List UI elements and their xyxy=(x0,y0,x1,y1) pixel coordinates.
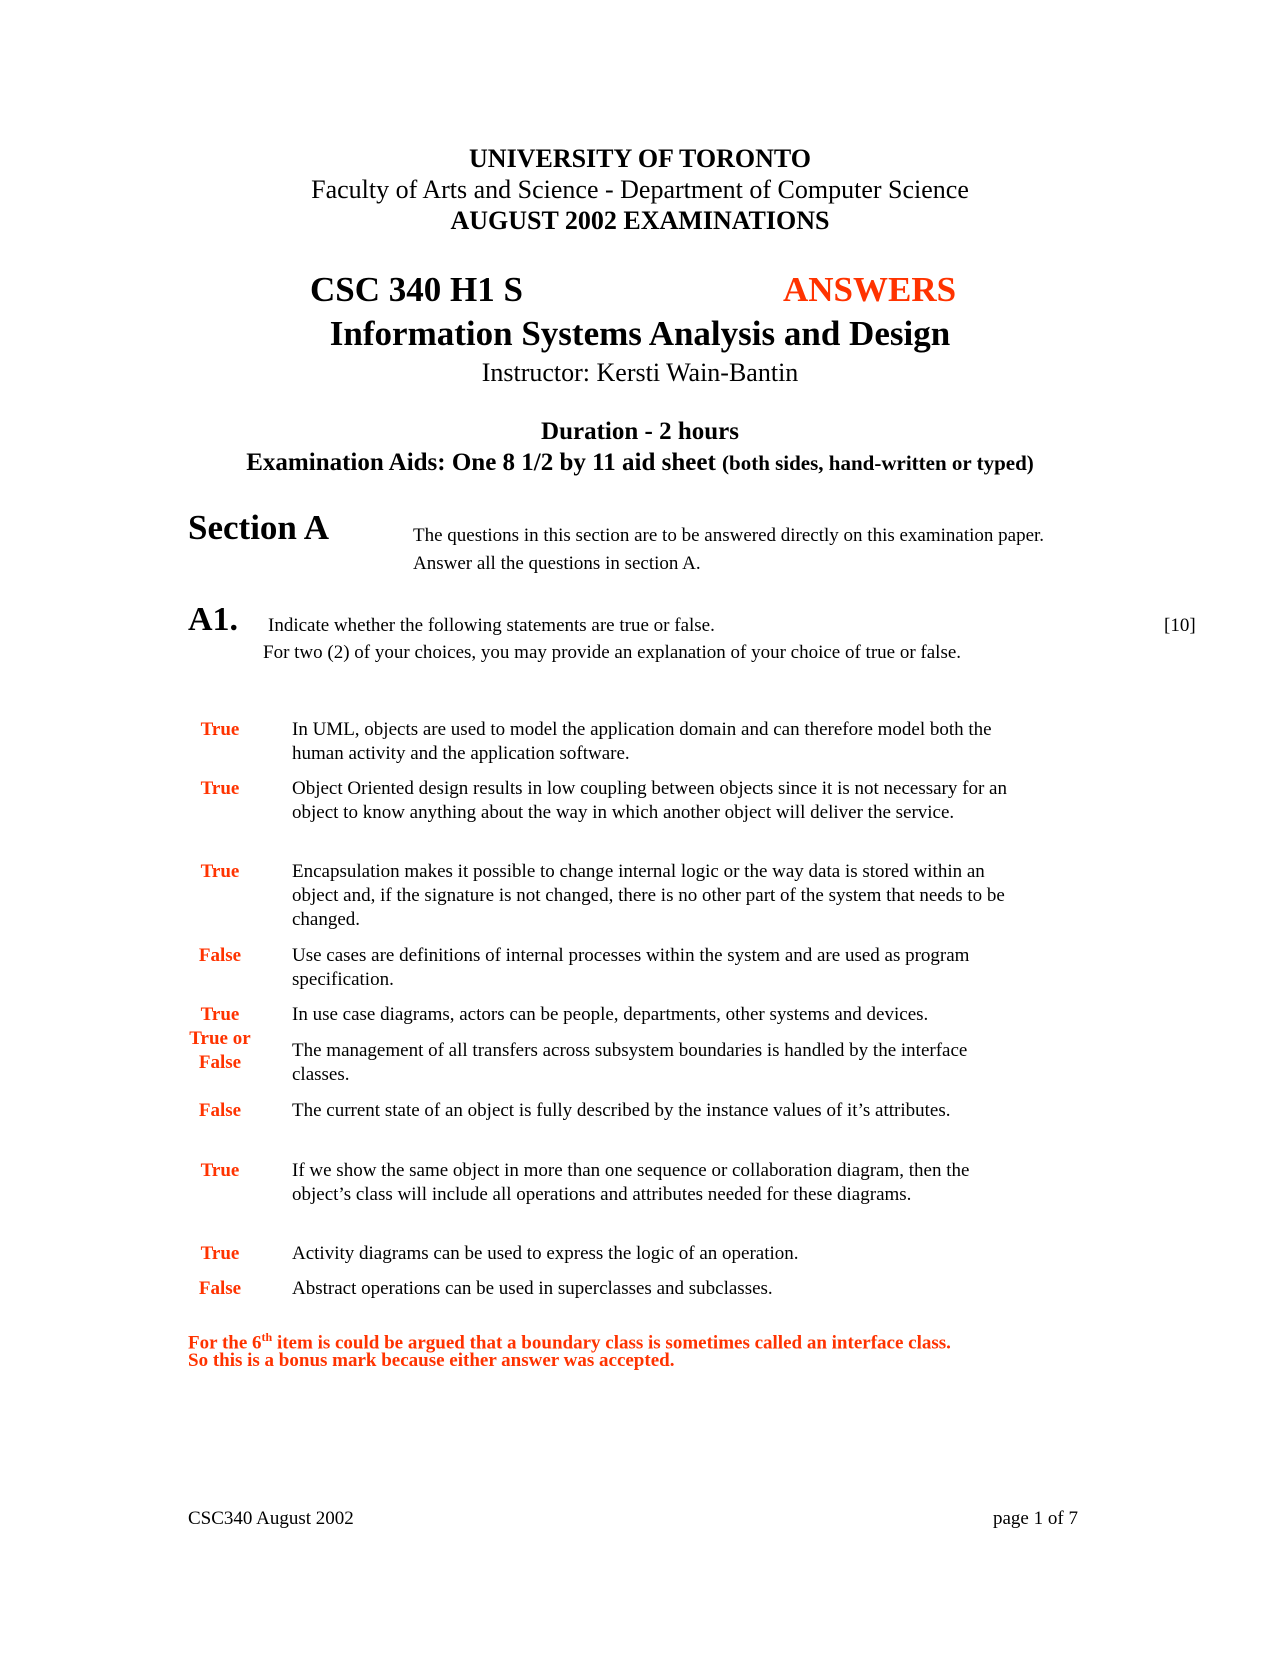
answer-value: False xyxy=(198,1278,242,1299)
statement-text: The management of all transfers across subsystem boundaries is handled by the interface classes. xyxy=(292,1040,968,1085)
footer-page-number: page 1 of 7 xyxy=(993,1508,1078,1529)
question-a1-label: A1. xyxy=(188,601,239,638)
course-title: Information Systems Analysis and Design xyxy=(329,314,951,353)
bonus-note-line2: So this is a bonus mark because either answer was accepted. xyxy=(188,1350,675,1371)
exam-session: AUGUST 2002 EXAMINATIONS xyxy=(450,206,830,235)
statement-text: The current state of an object is fully described by the instance values of it’s attributes. xyxy=(292,1100,951,1121)
exam-aids xyxy=(0,449,1280,477)
answer-value: True xyxy=(200,1243,240,1264)
answer-value: True xyxy=(200,1160,240,1181)
answer-value: True or False xyxy=(189,1028,251,1073)
bonus-note-pre: For the 6 xyxy=(188,1332,262,1354)
statement-text: Use cases are definitions of internal processes within the system and are used as program specification. xyxy=(292,945,970,990)
answer-value: True xyxy=(200,861,240,882)
answers-label: ANSWERS xyxy=(783,270,957,309)
answer-value: True xyxy=(200,1004,240,1025)
statement-text: In UML, objects are used to model the application domain and can therefore model both the human activity and the application software. xyxy=(292,719,992,764)
question-a1-instruction-2: For two (2) of your choices, you may provide an explanation of your choice of true or false. xyxy=(263,642,962,663)
answer-value: False xyxy=(198,1100,242,1121)
question-a1-marks: [10] xyxy=(1164,615,1196,636)
bonus-note-post: item is could be argued that a boundary class is sometimes called an interface class. xyxy=(272,1332,951,1354)
section-a-desc-line2: Answer all the questions in section A. xyxy=(413,553,701,574)
statement-text: Activity diagrams can be used to express the logic of an operation. xyxy=(292,1243,799,1264)
statement-text: Object Oriented design results in low coupling between objects since it is not necessary for an object to know anything about the way in which another object will deliver the service. xyxy=(292,778,1007,823)
exam-aids-main: Examination Aids: One 8 1/2 by 11 aid sheet xyxy=(246,449,716,476)
section-a-title: Section A xyxy=(188,508,329,547)
statement-text: Abstract operations can be used in superclasses and subclasses. xyxy=(292,1278,773,1299)
answer-value: False xyxy=(198,945,242,966)
answer-value: True xyxy=(200,719,240,740)
statement-text: If we show the same object in more than one sequence or collaboration diagram, then the object’s class will include all operations and attributes needed for these diagrams. xyxy=(292,1160,970,1205)
duration: Duration - 2 hours xyxy=(541,418,739,445)
course-code: CSC 340 H1 S xyxy=(310,270,523,309)
section-a-desc-line1: The questions in this section are to be answered directly on this examination paper. xyxy=(413,525,1045,546)
instructor: Instructor: Kersti Wain-Bantin xyxy=(481,358,799,387)
faculty-line: Faculty of Arts and Science - Department of Computer Science xyxy=(311,175,969,204)
bonus-note-superscript: th xyxy=(261,1330,273,1344)
university-name: UNIVERSITY OF TORONTO xyxy=(469,144,811,173)
exam-aids-note: (both sides, hand-written or typed) xyxy=(722,451,1034,475)
section-a-description xyxy=(413,522,1044,578)
question-a1-instruction: Indicate whether the following statements are true or false. xyxy=(268,615,715,636)
footer-course: CSC340 August 2002 xyxy=(188,1508,354,1529)
answer-value: True xyxy=(200,778,240,799)
statement-text: Encapsulation makes it possible to change internal logic or the way data is stored within an object and, if the signature is not changed, there is no other part of the system that needs to be changed. xyxy=(292,861,1005,930)
statement-text: In use case diagrams, actors can be people, departments, other systems and devices. xyxy=(292,1004,929,1025)
